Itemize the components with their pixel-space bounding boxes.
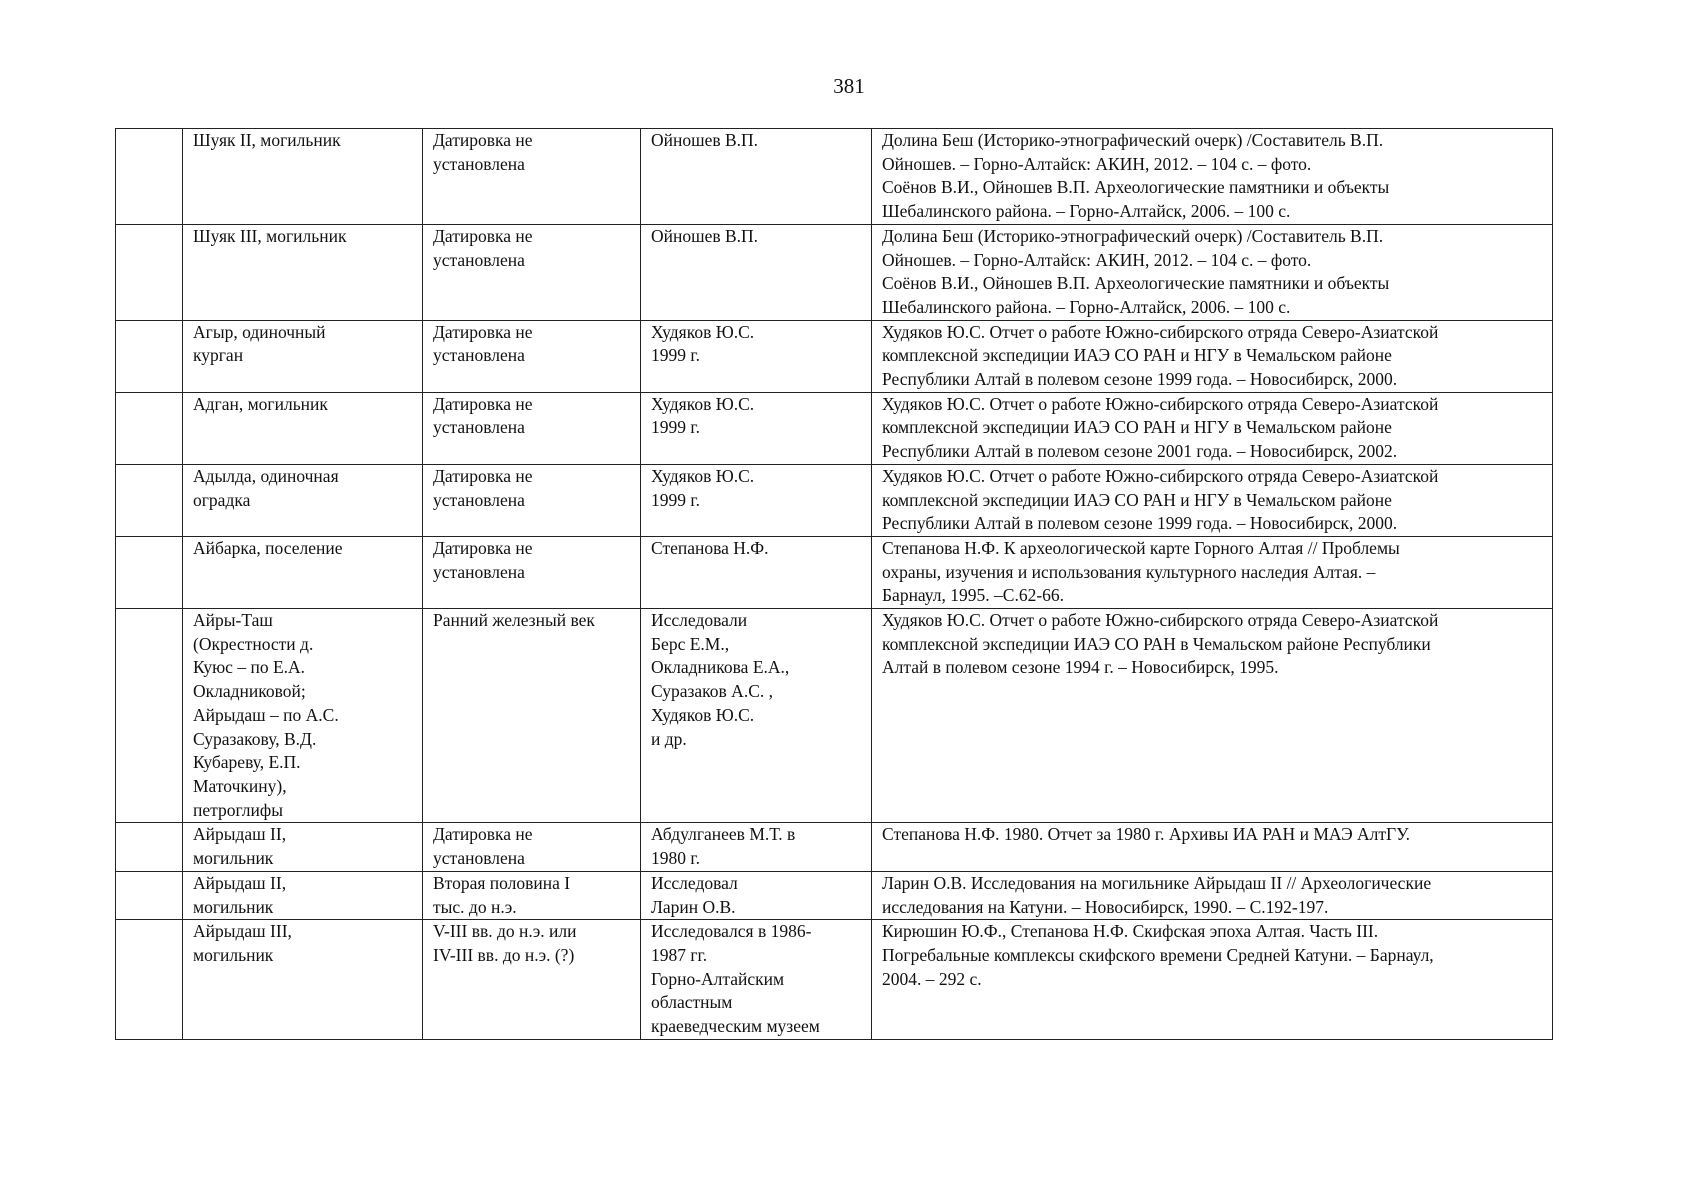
- cell-source: Худяков Ю.С. Отчет о работе Южно-сибирского отряда Северо-Азиатской комплексной экспедиции ИАЭ СО РАН и НГУ в Чемальском районе Республики Алтай в полевом сезоне 2001 года. – Новосибирск, 2002.: [872, 392, 1553, 464]
- cell-dating: Вторая половина I тыс. до н.э.: [423, 871, 641, 919]
- cell-site-name: Агыр, одиночный курган: [183, 320, 423, 392]
- cell-dating: Ранний железный век: [423, 609, 641, 823]
- table-row: [116, 823, 1553, 871]
- cell-researcher: Худяков Ю.С. 1999 г.: [641, 392, 872, 464]
- cell-dating: V-III вв. до н.э. или IV-III вв. до н.э. (?): [423, 920, 641, 1040]
- cell-researcher: Исследовал Ларин О.В.: [641, 871, 872, 919]
- cell-number: [116, 609, 183, 823]
- cell-dating: Датировка не установлена: [423, 320, 641, 392]
- cell-researcher: Исследовали Берс Е.М., Окладникова Е.А., Суразаков А.С. , Худяков Ю.С. и др.: [641, 609, 872, 823]
- cell-site-name: Айрыдаш II, могильник: [183, 823, 423, 871]
- table-row: [116, 536, 1553, 608]
- cell-site-name: Шуяк III, могильник: [183, 224, 423, 320]
- cell-researcher: Степанова Н.Ф.: [641, 536, 872, 608]
- cell-source: Ларин О.В. Исследования на могильнике Айрыдаш II // Археологические исследования на Катуни. – Новосибирск, 1990. – С.192-197.: [872, 871, 1553, 919]
- cell-source: Кирюшин Ю.Ф., Степанова Н.Ф. Скифская эпоха Алтая. Часть III. Погребальные комплексы скифского времени Средней Катуни. – Барнаул, 2004. – 292 с.: [872, 920, 1553, 1040]
- cell-site-name: Шуяк II, могильник: [183, 129, 423, 225]
- cell-number: [116, 464, 183, 536]
- page-number: 381: [833, 74, 865, 98]
- cell-site-name: Айрыдаш III, могильник: [183, 920, 423, 1040]
- cell-source: Худяков Ю.С. Отчет о работе Южно-сибирского отряда Северо-Азиатской комплексной экспедиции ИАЭ СО РАН и НГУ в Чемальском районе Республики Алтай в полевом сезоне 1999 года. – Новосибирск, 2000.: [872, 320, 1553, 392]
- table-row: [116, 871, 1553, 919]
- cell-dating: Датировка не установлена: [423, 536, 641, 608]
- cell-source: Худяков Ю.С. Отчет о работе Южно-сибирского отряда Северо-Азиатской комплексной экспедиции ИАЭ СО РАН в Чемальском районе Республики Алтай в полевом сезоне 1994 г. – Новосибирск, 1995.: [872, 609, 1553, 823]
- cell-source: Худяков Ю.С. Отчет о работе Южно-сибирского отряда Северо-Азиатской комплексной экспедиции ИАЭ СО РАН и НГУ в Чемальском районе Республики Алтай в полевом сезоне 1999 года. – Новосибирск, 2000.: [872, 464, 1553, 536]
- cell-source: Долина Беш (Историко-этнографический очерк) /Составитель В.П. Ойношев. – Горно-Алтайск: АКИН, 2012. – 104 с. – фото. Соёнов В.И., Ойношев В.П. Археологические памятники и объекты Шебалинского района. – Горно-Алтайск, 2006. – 100 с.: [872, 129, 1553, 225]
- cell-source: Долина Беш (Историко-этнографический очерк) /Составитель В.П. Ойношев. – Горно-Алтайск: АКИН, 2012. – 104 с. – фото. Соёнов В.И., Ойношев В.П. Археологические памятники и объекты Шебалинского района. – Горно-Алтайск, 2006. – 100 с.: [872, 224, 1553, 320]
- table-row: [116, 224, 1553, 320]
- cell-number: [116, 320, 183, 392]
- cell-number: [116, 392, 183, 464]
- cell-dating: Датировка не установлена: [423, 823, 641, 871]
- table-row: [116, 129, 1553, 225]
- table-row: [116, 392, 1553, 464]
- cell-number: [116, 224, 183, 320]
- cell-site-name: Айрыдаш II, могильник: [183, 871, 423, 919]
- table-row: [116, 464, 1553, 536]
- cell-dating: Датировка не установлена: [423, 464, 641, 536]
- cell-number: [116, 871, 183, 919]
- cell-site-name: Айбарка, поселение: [183, 536, 423, 608]
- cell-source: Степанова Н.Ф. 1980. Отчет за 1980 г. Архивы ИА РАН и МАЭ АлтГУ.: [872, 823, 1553, 871]
- cell-researcher: Ойношев В.П.: [641, 224, 872, 320]
- table-row: [116, 320, 1553, 392]
- cell-researcher: Худяков Ю.С. 1999 г.: [641, 464, 872, 536]
- sites-table: [115, 128, 1553, 1040]
- cell-number: [116, 129, 183, 225]
- table-row: [116, 609, 1553, 823]
- cell-number: [116, 823, 183, 871]
- cell-site-name: Айры-Таш (Окрестности д. Куюс – по Е.А. Окладниковой; Айрыдаш – по А.С. Суразакову, В.Д. Кубареву, Е.П. Маточкину), петроглифы: [183, 609, 423, 823]
- cell-dating: Датировка не установлена: [423, 392, 641, 464]
- cell-researcher: Худяков Ю.С. 1999 г.: [641, 320, 872, 392]
- cell-site-name: Адылда, одиночная оградка: [183, 464, 423, 536]
- cell-source: Степанова Н.Ф. К археологической карте Горного Алтая // Проблемы охраны, изучения и использования культурного наследия Алтая. – Барнаул, 1995. –С.62-66.: [872, 536, 1553, 608]
- cell-researcher: Исследовался в 1986- 1987 гг. Горно-Алтайским областным краеведческим музеем: [641, 920, 872, 1040]
- table-row: [116, 920, 1553, 1040]
- cell-site-name: Адган, могильник: [183, 392, 423, 464]
- cell-dating: Датировка не установлена: [423, 129, 641, 225]
- cell-dating: Датировка не установлена: [423, 224, 641, 320]
- cell-researcher: Абдулганеев М.Т. в 1980 г.: [641, 823, 872, 871]
- cell-researcher: Ойношев В.П.: [641, 129, 872, 225]
- cell-number: [116, 920, 183, 1040]
- cell-number: [116, 536, 183, 608]
